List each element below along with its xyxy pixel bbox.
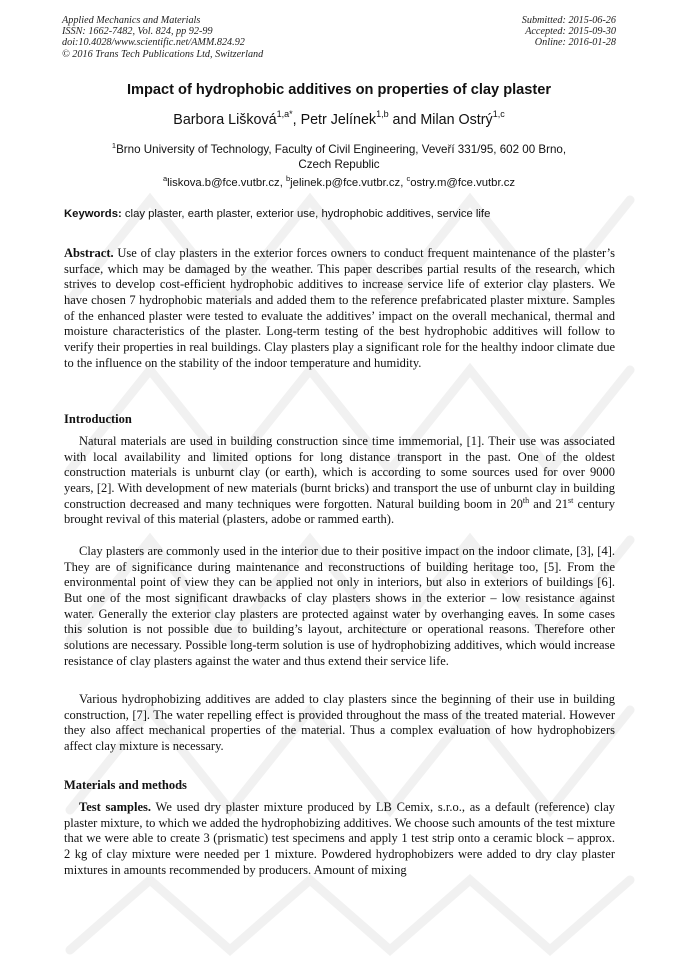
abstract-paragraph [64,246,615,371]
keywords [64,208,616,220]
author-3: Milan Ostrý [420,111,493,128]
affiliation [62,138,616,173]
abstract-label: Abstract. [64,246,114,260]
journal-header [62,15,616,60]
email-marker-b: b [285,174,291,183]
email-marker-c: c [406,174,411,183]
intro-paragraph-1 [64,434,615,528]
intro-p1-sup-th: th [522,495,530,505]
paper-title: Impact of hydrophobic additives on properties of clay plaster [126,82,552,98]
author-1-affil: 1,a* [276,109,293,119]
accepted-date: Accepted: 2015-09-30 [525,26,616,38]
email-b: jelinek.p@fce.vutbr.cz, [290,176,407,189]
submitted-date: Submitted: 2015-06-26 [521,15,616,26]
affiliation-line-2: Czech Republic [298,158,380,172]
author-1: Barbora Lišková [173,111,277,128]
journal-name: Applied Mechanics and Materials [62,15,201,26]
affiliation-line-1: Brno University of Technology, Faculty of Civil Engineering, Veveří 331/95, 602 00 Brno, [116,142,567,156]
author-2-affil: 1,b [376,109,389,119]
copyright-line: © 2016 Trans Tech Publications Ltd, Switzerland [62,48,264,60]
affiliation-marker: 1 [111,141,117,150]
author-2: Petr Jelínek [300,111,377,128]
header-left [62,15,263,60]
author-separator: and [388,111,421,128]
author-list [62,110,616,128]
doi-line: doi:10.4028/www.scientific.net/AMM.824.92 [62,37,245,49]
intro-p1-text-c: century brought revival of this material (plasters, adobe or rammed earth). [64,496,615,527]
email-c: ostry.m@fce.vutbr.cz [410,176,516,189]
author-3-affil: 1,c [492,109,505,119]
email-marker-a: a [162,174,168,183]
methods-text: We used dry plaster mixture produced by LB Cemix, s.r.o., as a default (reference) clay plaster mixture, to which we added the hydrophobizing additives. We choose such amounts of the test mixture that we were able to create 3 (prismatic) test specimens and apply 1 test strip onto a ceramic block – approx. 2 kg of clay mixture were needed per 1 mixture. Powdered hydrophobizers were added to dry clay plaster mixtures in amounts recommended by producers. Amount of mixing [64,800,615,877]
online-date: Online: 2016-01-28 [534,37,616,49]
intro-p1-sup-st: st [568,495,574,505]
header-right [522,15,616,60]
intro-paragraph-2: Clay plasters are commonly used in the interior due to their positive impact on the indoor climate, [3], [4]. They are of significance during maintenance and reconstructions of building heritage too, [5]. From the environmental point of view they can be applied not only in interiors, but also in exteriors of buildings [6]. But one of the most significant drawbacks of clay plasters shows in the exterior – low resistance against water. Generally the exterior clay plasters are protected against water by overhanging eaves. In some cases this solution is not possible due to building’s layout, architecture or operational reasons. Therefore other solutions are necessary. Possible long-term solution is use of hydrophobizing additives, which would increase resistance of clay plasters against the water and thus extend their service life. [64,544,615,668]
keywords-text: clay plaster, earth plaster, exterior use, hydrophobic additives, service life [121,208,491,220]
author-separator: , [292,111,301,128]
intro-p1-text-b: and 21 [529,496,569,511]
methods-paragraph [64,800,615,878]
email-a: liskova.b@fce.vutbr.cz, [167,176,286,189]
issn-line: ISSN: 1662-7482, Vol. 824, pp 92-99 [62,26,213,38]
intro-paragraph-3: Various hydrophobizing additives are added to clay plasters since the beginning of their use in building construction, [7]. The water repelling effect is provided throughout the mass of the treated material. However they also affect mechanical properties of the material. Thus a complex evaluation of how hydrophobizers affect clay mixture is necessary. [64,692,615,753]
keywords-label: Keywords: [64,208,122,220]
test-samples-label: Test samples. [79,800,152,814]
methods-heading: Materials and methods [64,778,187,792]
abstract-text: Use of clay plasters in the exterior forces owners to conduct frequent maintenance of the plaster’s surface, which may be damaged by the weather. This paper describes partial results of the research, which strives to develop cost-efficient hydrophobic additives to increase service life of exterior clay plasters. We have chosen 7 hydrophobic materials and added them to the reference prefabricated plaster mixture. Samples of the enhanced plaster were tested to evaluate the additives’ impact on the overall mechanical, thermal and moisture characteristics of the plaster. Long-term testing of the best hydrophobic additives will follow to verify their properties in real buildings. Clay plasters play a significant role for the healthy indoor climate due to the influence on the stability of the indoor temperature and humidity. [64,246,615,370]
introduction-heading: Introduction [64,412,132,426]
intro-p1-text-a: Natural materials are used in building construction since time immemorial, [1]. Their use was associated with local availability and limited options for long distance transport in the past. One of the oldest construction materials is unburnt clay (or earth), which is according to some sources used for over 9000 years, [2]. With development of new materials (burnt bricks) and transport the use of unburnt clay in building construction decreased and many techniques were forgotten. Natural building boom in 20 [64,434,615,511]
email-list [62,174,616,189]
